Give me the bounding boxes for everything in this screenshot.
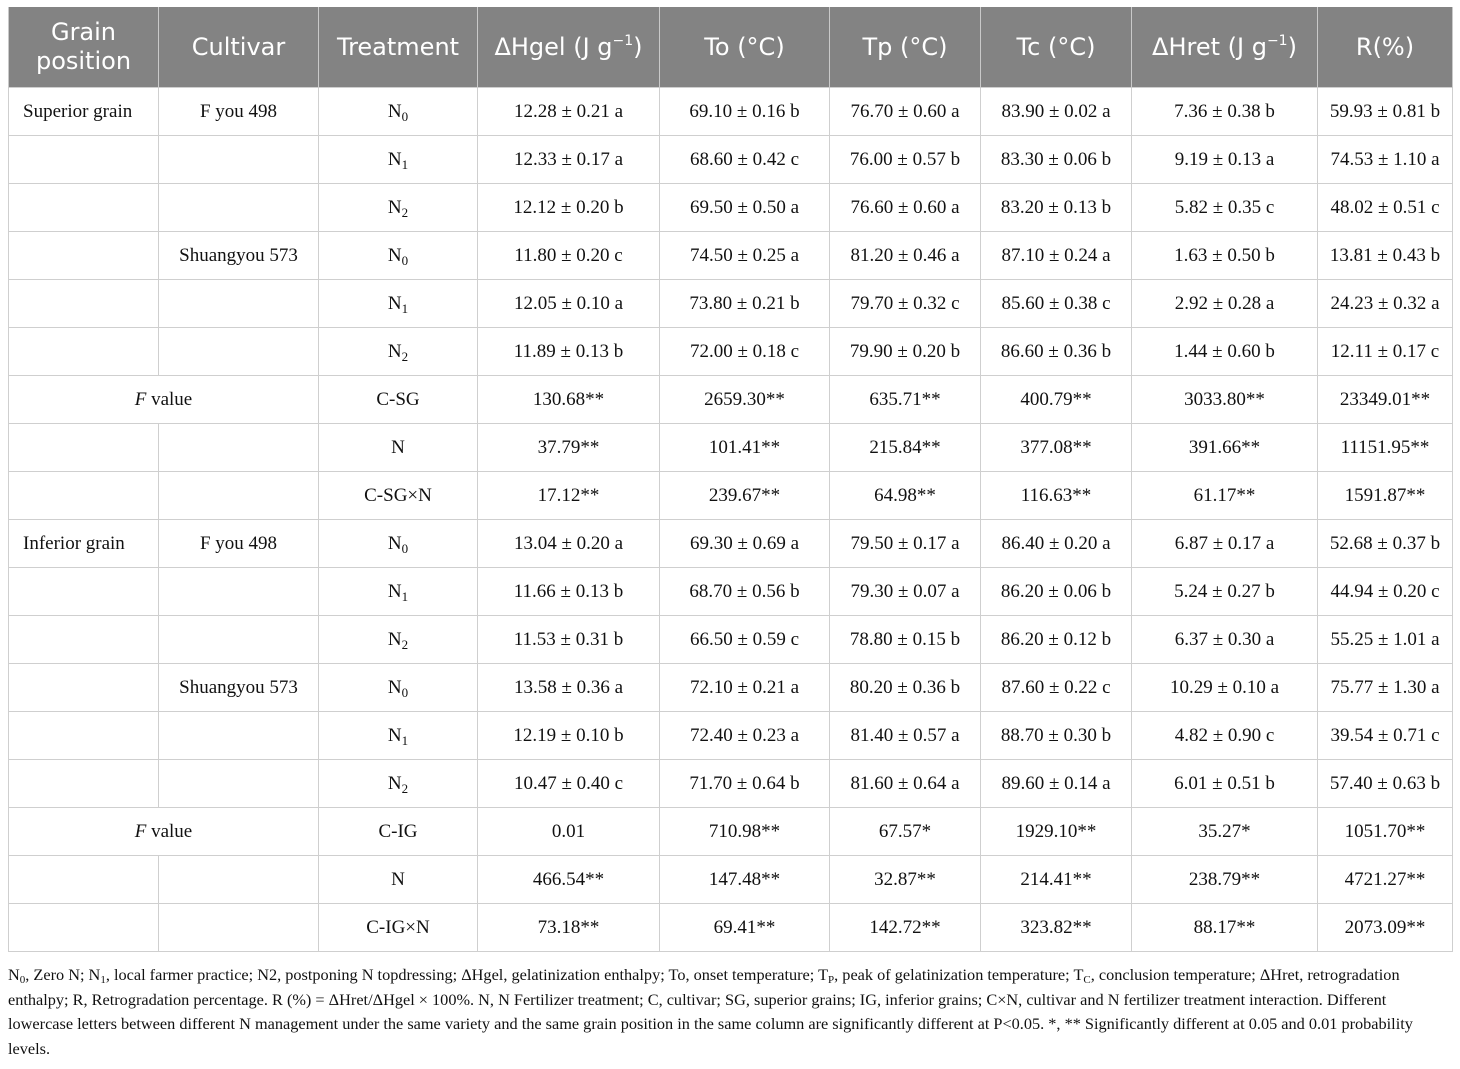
- treatment-subscript: 2: [401, 204, 409, 220]
- treatment-subscript: 1: [401, 732, 409, 748]
- tp-cell: 80.20 ± 0.36 b: [830, 664, 981, 712]
- to-cell: 2659.30**: [660, 376, 830, 424]
- header-grain: Grain position: [9, 7, 159, 88]
- to-cell: 147.48**: [660, 856, 830, 904]
- to-cell: 239.67**: [660, 472, 830, 520]
- r-cell: 13.81 ± 0.43 b: [1318, 232, 1453, 280]
- footnote-subscript: P: [828, 974, 835, 986]
- dhret-cell: 5.24 ± 0.27 b: [1132, 568, 1318, 616]
- table-row: [9, 520, 1453, 568]
- tc-cell: 86.20 ± 0.06 b: [981, 568, 1132, 616]
- to-cell: 69.30 ± 0.69 a: [660, 520, 830, 568]
- header-r: R(%): [1318, 7, 1453, 88]
- grain-position-cell: [9, 760, 159, 808]
- grain-position-cell: [9, 856, 159, 904]
- cultivar-cell: [159, 904, 319, 952]
- cultivar-cell: [159, 280, 319, 328]
- table-row: [9, 712, 1453, 760]
- grain-position-cell: [9, 424, 159, 472]
- tc-cell: 86.40 ± 0.20 a: [981, 520, 1132, 568]
- treatment-subscript: 1: [401, 300, 409, 316]
- treatment-cell: $N_2$: [319, 184, 478, 232]
- treatment-subscript: 1: [401, 588, 409, 604]
- header-superscript: −1: [1266, 32, 1288, 49]
- treatment-cell: N: [319, 424, 478, 472]
- tc-cell: 89.60 ± 0.14 a: [981, 760, 1132, 808]
- treatment-cell: $N_1$: [319, 136, 478, 184]
- treatment-cell: $N_0$: [319, 520, 478, 568]
- grain-position-cell: [9, 616, 159, 664]
- tp-cell: 142.72**: [830, 904, 981, 952]
- header-tc: Tc (°C): [981, 7, 1132, 88]
- treatment-cell: $N_0$: [319, 664, 478, 712]
- to-cell: 74.50 ± 0.25 a: [660, 232, 830, 280]
- treatment-cell: $N_0$: [319, 88, 478, 136]
- table-row: [9, 568, 1453, 616]
- grain-position-cell: [9, 712, 159, 760]
- dhret-cell: 391.66**: [1132, 424, 1318, 472]
- footnote-subscript: 1: [100, 974, 106, 986]
- f-italic: F: [134, 820, 147, 842]
- table-row: [9, 760, 1453, 808]
- treatment-cell: $N_0$: [319, 232, 478, 280]
- cultivar-cell: [159, 184, 319, 232]
- header-dhgel: ΔHgel (J $g^{-1}$): [478, 7, 660, 88]
- f-value-label: F value: [9, 808, 319, 856]
- to-cell: 72.40 ± 0.23 a: [660, 712, 830, 760]
- tp-cell: 635.71**: [830, 376, 981, 424]
- r-cell: 1051.70**: [1318, 808, 1453, 856]
- treatment-cell: $N_2$: [319, 616, 478, 664]
- header-tp: Tp (°C): [830, 7, 981, 88]
- dhret-cell: 6.37 ± 0.30 a: [1132, 616, 1318, 664]
- dhret-cell: 7.36 ± 0.38 b: [1132, 88, 1318, 136]
- dhret-cell: 6.01 ± 0.51 b: [1132, 760, 1318, 808]
- header-row: [9, 7, 1453, 88]
- treatment-cell: $N_1$: [319, 712, 478, 760]
- table-row: [9, 328, 1453, 376]
- dhgel-cell: 11.66 ± 0.13 b: [478, 568, 660, 616]
- table-row: [9, 184, 1453, 232]
- grain-position-cell: Superior grain: [9, 88, 159, 136]
- dhret-cell: 1.63 ± 0.50 b: [1132, 232, 1318, 280]
- treatment-subscript: 2: [401, 636, 409, 652]
- tc-cell: 87.60 ± 0.22 c: [981, 664, 1132, 712]
- grain-position-cell: [9, 664, 159, 712]
- table-row: [9, 376, 1453, 424]
- cultivar-cell: [159, 760, 319, 808]
- cultivar-cell: [159, 616, 319, 664]
- dhgel-cell: 11.53 ± 0.31 b: [478, 616, 660, 664]
- tp-cell: 79.50 ± 0.17 a: [830, 520, 981, 568]
- r-cell: 11151.95**: [1318, 424, 1453, 472]
- grain-position-cell: [9, 136, 159, 184]
- table-row: [9, 232, 1453, 280]
- tc-cell: 400.79**: [981, 376, 1132, 424]
- cultivar-cell: [159, 328, 319, 376]
- to-cell: 69.10 ± 0.16 b: [660, 88, 830, 136]
- dhret-cell: 2.92 ± 0.28 a: [1132, 280, 1318, 328]
- tc-cell: 323.82**: [981, 904, 1132, 952]
- table-row: [9, 664, 1453, 712]
- r-cell: 55.25 ± 1.01 a: [1318, 616, 1453, 664]
- grain-position-cell: [9, 328, 159, 376]
- table-body: [9, 88, 1453, 952]
- cultivar-cell: F you 498: [159, 520, 319, 568]
- table-row: [9, 808, 1453, 856]
- tp-cell: 215.84**: [830, 424, 981, 472]
- table-container: [8, 7, 1452, 952]
- r-cell: 59.93 ± 0.81 b: [1318, 88, 1453, 136]
- tp-cell: 76.00 ± 0.57 b: [830, 136, 981, 184]
- to-cell: 72.10 ± 0.21 a: [660, 664, 830, 712]
- dhret-cell: 238.79**: [1132, 856, 1318, 904]
- cultivar-cell: F you 498: [159, 88, 319, 136]
- treatment-cell: N: [319, 856, 478, 904]
- tp-cell: 76.70 ± 0.60 a: [830, 88, 981, 136]
- dhgel-cell: 11.80 ± 0.20 c: [478, 232, 660, 280]
- cultivar-cell: [159, 712, 319, 760]
- header-to: To (°C): [660, 7, 830, 88]
- dhgel-cell: 12.05 ± 0.10 a: [478, 280, 660, 328]
- cultivar-cell: [159, 136, 319, 184]
- dhret-cell: 5.82 ± 0.35 c: [1132, 184, 1318, 232]
- treatment-cell: C-SG×N: [319, 472, 478, 520]
- f-italic: F: [134, 388, 147, 410]
- treatment-cell: C-IG×N: [319, 904, 478, 952]
- dhgel-cell: 17.12**: [478, 472, 660, 520]
- treatment-subscript: 0: [401, 108, 409, 124]
- treatment-cell: $N_1$: [319, 568, 478, 616]
- dhret-cell: 3033.80**: [1132, 376, 1318, 424]
- header-cultivar: Cultivar: [159, 7, 319, 88]
- treatment-subscript: 2: [401, 780, 409, 796]
- dhret-cell: 10.29 ± 0.10 a: [1132, 664, 1318, 712]
- grain-position-cell: Inferior grain: [9, 520, 159, 568]
- tc-cell: 83.90 ± 0.02 a: [981, 88, 1132, 136]
- r-cell: 23349.01**: [1318, 376, 1453, 424]
- cultivar-cell: [159, 472, 319, 520]
- dhgel-cell: 0.01: [478, 808, 660, 856]
- tc-cell: 83.20 ± 0.13 b: [981, 184, 1132, 232]
- dhgel-cell: 12.33 ± 0.17 a: [478, 136, 660, 184]
- grain-position-cell: [9, 568, 159, 616]
- header-superscript: −1: [612, 32, 634, 49]
- dhret-cell: 9.19 ± 0.13 a: [1132, 136, 1318, 184]
- table-row: [9, 904, 1453, 952]
- tp-cell: 78.80 ± 0.15 b: [830, 616, 981, 664]
- table-row: [9, 88, 1453, 136]
- dhret-cell: 35.27*: [1132, 808, 1318, 856]
- tp-cell: 32.87**: [830, 856, 981, 904]
- r-cell: 1591.87**: [1318, 472, 1453, 520]
- dhret-cell: 4.82 ± 0.90 c: [1132, 712, 1318, 760]
- dhgel-cell: 13.58 ± 0.36 a: [478, 664, 660, 712]
- treatment-cell: C-SG: [319, 376, 478, 424]
- tc-cell: 85.60 ± 0.38 c: [981, 280, 1132, 328]
- to-cell: 72.00 ± 0.18 c: [660, 328, 830, 376]
- treatment-subscript: 2: [401, 348, 409, 364]
- tp-cell: 79.70 ± 0.32 c: [830, 280, 981, 328]
- dhgel-cell: 37.79**: [478, 424, 660, 472]
- grain-position-cell: [9, 184, 159, 232]
- treatment-cell: $N_1$: [319, 280, 478, 328]
- cultivar-cell: Shuangyou 573: [159, 664, 319, 712]
- tc-cell: 1929.10**: [981, 808, 1132, 856]
- table-footnote: $N_0$, Zero N; $N_1$, local farmer practice; N2, postponing N topdressing; ΔHgel, gelatinization enthalpy; To, onset temperature; $T_P$, peak of gelatinization temperature; $T_C$, conclusion temperature; ΔHret, retrogradation enthalpy; R, Retrogradation percentage. R (%) = ΔHret/ΔHgel × 100%. N, N Fertilizer treatment; C, cultivar; SG, superior grains; IG, inferior grains; C×N, cultivar and N fertilizer treatment interaction. Different lowercase letters between different N management under the same variety and the same grain position in the same column are significantly different at P<0.05. *, ** Significantly different at 0.05 and 0.01 probability levels.: [8, 965, 1413, 1058]
- table-row: [9, 616, 1453, 664]
- tp-cell: 81.40 ± 0.57 a: [830, 712, 981, 760]
- tp-cell: 79.30 ± 0.07 a: [830, 568, 981, 616]
- dhgel-cell: 73.18**: [478, 904, 660, 952]
- footnote-subscript: 0: [19, 974, 26, 986]
- tp-cell: 79.90 ± 0.20 b: [830, 328, 981, 376]
- tc-cell: 377.08**: [981, 424, 1132, 472]
- tp-cell: 76.60 ± 0.60 a: [830, 184, 981, 232]
- footnote-subscript: C: [1083, 974, 1091, 986]
- dhgel-cell: 12.28 ± 0.21 a: [478, 88, 660, 136]
- table-row: [9, 136, 1453, 184]
- dhgel-cell: 13.04 ± 0.20 a: [478, 520, 660, 568]
- tp-cell: 67.57*: [830, 808, 981, 856]
- r-cell: 39.54 ± 0.71 c: [1318, 712, 1453, 760]
- treatment-cell: $N_2$: [319, 328, 478, 376]
- dhret-cell: 88.17**: [1132, 904, 1318, 952]
- cultivar-cell: [159, 568, 319, 616]
- r-cell: 74.53 ± 1.10 a: [1318, 136, 1453, 184]
- tc-cell: 86.60 ± 0.36 b: [981, 328, 1132, 376]
- to-cell: 69.41**: [660, 904, 830, 952]
- to-cell: 101.41**: [660, 424, 830, 472]
- dhgel-cell: 130.68**: [478, 376, 660, 424]
- table-row: [9, 424, 1453, 472]
- r-cell: 57.40 ± 0.63 b: [1318, 760, 1453, 808]
- r-cell: 2073.09**: [1318, 904, 1453, 952]
- treatment-subscript: 0: [401, 252, 409, 268]
- r-cell: 48.02 ± 0.51 c: [1318, 184, 1453, 232]
- r-cell: 4721.27**: [1318, 856, 1453, 904]
- r-cell: 44.94 ± 0.20 c: [1318, 568, 1453, 616]
- table-row: [9, 280, 1453, 328]
- to-cell: 68.70 ± 0.56 b: [660, 568, 830, 616]
- grain-position-cell: [9, 904, 159, 952]
- dhgel-cell: 10.47 ± 0.40 c: [478, 760, 660, 808]
- f-value-label: F value: [9, 376, 319, 424]
- cultivar-cell: [159, 424, 319, 472]
- header-dhret: ΔHret (J $g^{-1}$): [1132, 7, 1318, 88]
- to-cell: 69.50 ± 0.50 a: [660, 184, 830, 232]
- tp-cell: 64.98**: [830, 472, 981, 520]
- cultivar-cell: Shuangyou 573: [159, 232, 319, 280]
- dhgel-cell: 12.12 ± 0.20 b: [478, 184, 660, 232]
- treatment-cell: $N_2$: [319, 760, 478, 808]
- table-row: [9, 472, 1453, 520]
- data-table: [8, 7, 1453, 952]
- cultivar-cell: [159, 856, 319, 904]
- dhret-cell: 1.44 ± 0.60 b: [1132, 328, 1318, 376]
- tc-cell: 86.20 ± 0.12 b: [981, 616, 1132, 664]
- dhgel-cell: 12.19 ± 0.10 b: [478, 712, 660, 760]
- to-cell: 66.50 ± 0.59 c: [660, 616, 830, 664]
- dhgel-cell: 11.89 ± 0.13 b: [478, 328, 660, 376]
- tc-cell: 88.70 ± 0.30 b: [981, 712, 1132, 760]
- header-treatment: Treatment: [319, 7, 478, 88]
- tc-cell: 87.10 ± 0.24 a: [981, 232, 1132, 280]
- to-cell: 710.98**: [660, 808, 830, 856]
- r-cell: 75.77 ± 1.30 a: [1318, 664, 1453, 712]
- tp-cell: 81.60 ± 0.64 a: [830, 760, 981, 808]
- grain-position-cell: [9, 280, 159, 328]
- to-cell: 68.60 ± 0.42 c: [660, 136, 830, 184]
- to-cell: 71.70 ± 0.64 b: [660, 760, 830, 808]
- treatment-subscript: 0: [401, 684, 409, 700]
- tc-cell: 116.63**: [981, 472, 1132, 520]
- r-cell: 24.23 ± 0.32 a: [1318, 280, 1453, 328]
- treatment-subscript: 0: [401, 540, 409, 556]
- r-cell: 52.68 ± 0.37 b: [1318, 520, 1453, 568]
- treatment-cell: C-IG: [319, 808, 478, 856]
- dhret-cell: 61.17**: [1132, 472, 1318, 520]
- dhgel-cell: 466.54**: [478, 856, 660, 904]
- dhret-cell: 6.87 ± 0.17 a: [1132, 520, 1318, 568]
- tc-cell: 83.30 ± 0.06 b: [981, 136, 1132, 184]
- table-row: [9, 856, 1453, 904]
- grain-position-cell: [9, 472, 159, 520]
- tc-cell: 214.41**: [981, 856, 1132, 904]
- tp-cell: 81.20 ± 0.46 a: [830, 232, 981, 280]
- grain-position-cell: [9, 232, 159, 280]
- r-cell: 12.11 ± 0.17 c: [1318, 328, 1453, 376]
- to-cell: 73.80 ± 0.21 b: [660, 280, 830, 328]
- treatment-subscript: 1: [401, 156, 409, 172]
